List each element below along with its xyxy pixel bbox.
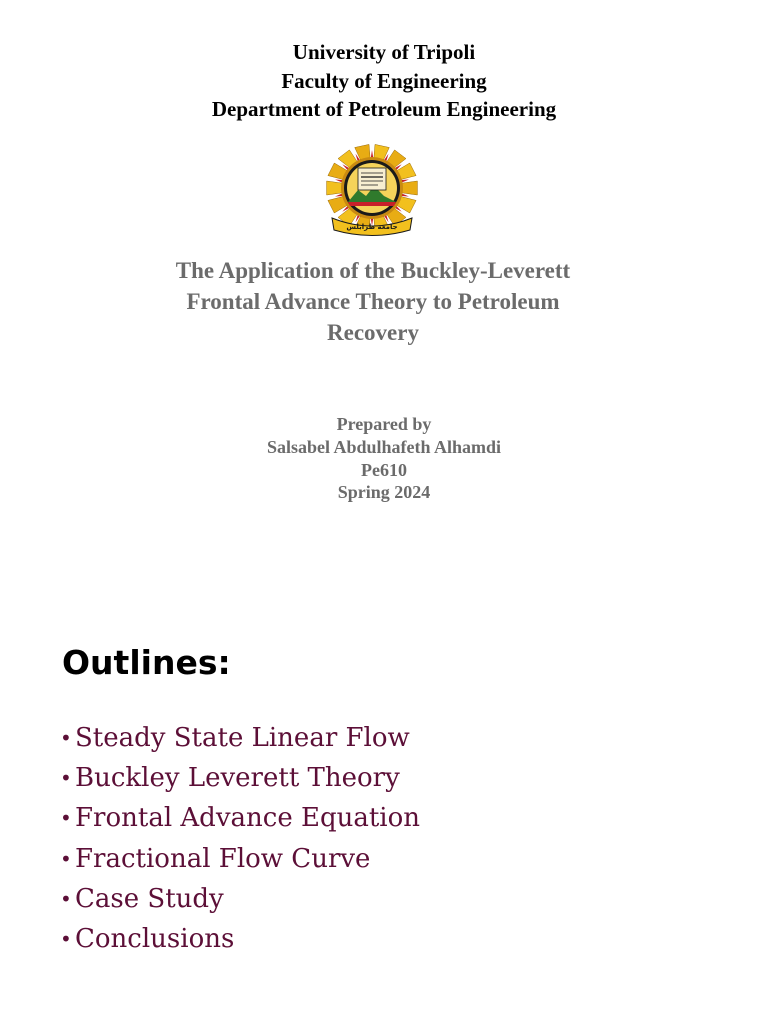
seal-ray [327, 181, 343, 195]
university-name: University of Tripoli [292, 40, 476, 64]
outline-list [60, 718, 420, 959]
outline-item-text: Case Study [75, 883, 224, 914]
seal-book [358, 168, 386, 190]
outlines-heading: Outlines: [62, 643, 231, 682]
outline-item-text: Fractional Flow Curve [75, 843, 371, 874]
title-line-2: Frontal Advance Theory to Petroleum [186, 289, 560, 314]
department-name: Department of Petroleum Engineering [211, 97, 557, 121]
course-code: Pe610 [361, 459, 407, 480]
list-item [60, 758, 420, 798]
list-item [60, 718, 420, 758]
outline-item-text: Frontal Advance Equation [75, 803, 420, 834]
outline-item-text: Buckley Leverett Theory [75, 763, 400, 794]
bullet-icon: • [60, 886, 72, 911]
term: Spring 2024 [337, 482, 431, 503]
seal-red-band [348, 202, 396, 206]
outline-item-text: Steady State Linear Flow [75, 723, 410, 753]
seal-ray [402, 181, 418, 195]
bullet-icon: • [60, 926, 72, 951]
bullet-icon: • [60, 726, 72, 750]
list-item [60, 919, 420, 959]
document-title [134, 255, 612, 348]
faculty-name: Faculty of Engineering [281, 68, 487, 93]
institution-header [0, 38, 768, 124]
title-line-3: Recovery [327, 320, 419, 345]
prepared-by-block [0, 413, 768, 504]
author-name: Salsabel Abdulhafeth Alhamdi [266, 436, 502, 457]
bullet-icon: • [60, 766, 72, 791]
title-line-1: The Application of the Buckley-Leverett [175, 258, 571, 283]
list-item [60, 839, 420, 879]
list-item [60, 798, 420, 838]
prepared-by-label: Prepared by [336, 414, 432, 434]
bullet-icon: • [60, 806, 72, 831]
list-item [60, 879, 420, 919]
university-seal-icon [318, 142, 426, 238]
bullet-icon: • [60, 846, 72, 871]
outline-item-text: Conclusions [75, 923, 235, 954]
seal-banner-text: جامعة طرابلس [346, 223, 398, 231]
